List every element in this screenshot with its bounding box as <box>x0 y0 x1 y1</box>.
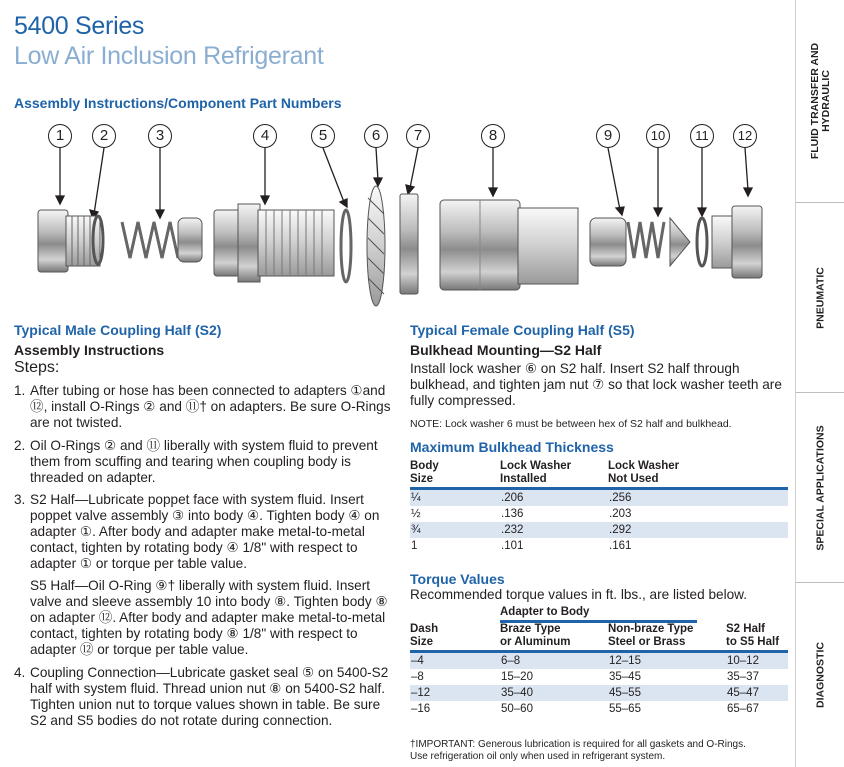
bulkhead-thickness-table <box>410 460 788 554</box>
table-cell: 35–37 <box>727 671 759 683</box>
exploded-parts-diagram <box>10 118 790 318</box>
table-cell: –12 <box>410 685 500 701</box>
tab-fluid-transfer[interactable] <box>796 0 844 203</box>
torque-description: Recommended torque values in ft. lbs., are listed below. <box>410 587 748 602</box>
tab-pneumatic[interactable] <box>796 203 844 393</box>
tab-diagnostic-label: DIAGNOSTIC <box>814 642 826 708</box>
bulkhead-instructions: Install lock washer ⑥ on S2 half. Insert S2 half through bulkhead, and tighten jam nut ⑦ so that lock washer teeth are fully compressed. <box>410 361 782 408</box>
table-cell: .206 <box>500 489 608 507</box>
male-half-subtitle: Assembly Instructions <box>14 342 165 358</box>
bulkhead-table-title: Maximum Bulkhead Thickness <box>410 439 614 455</box>
column-header: Lock Washer Not Used <box>608 460 788 489</box>
step-number: 1. <box>14 383 26 398</box>
female-half-title: Typical Female Coupling Half (S5) <box>410 322 635 338</box>
table-cell: ½ <box>411 508 421 520</box>
table-row <box>410 669 788 685</box>
table-cell: ¼ <box>410 489 500 507</box>
table-cell: .292 <box>608 522 788 538</box>
step-number: 4. <box>14 665 26 680</box>
torque-table-title: Torque Values <box>410 571 505 587</box>
table-cell: 45–55 <box>608 685 726 701</box>
table-cell: .256 <box>608 489 788 507</box>
table-cell: 35–45 <box>609 671 641 683</box>
table-row <box>410 489 788 507</box>
table-cell: 45–47 <box>726 685 788 701</box>
table-row <box>410 522 788 538</box>
callout-4: 4 <box>253 124 277 148</box>
table-cell: 15–20 <box>501 671 533 683</box>
tab-special-applications[interactable] <box>796 393 844 583</box>
callout-12: 12 <box>733 124 757 148</box>
assembly-heading: Assembly Instructions/Component Part Numbers <box>14 95 342 111</box>
footnote-line: Use refrigeration oil only when used in refrigerant system. <box>410 751 666 762</box>
table-cell: 50–60 <box>501 703 533 715</box>
callout-8: 8 <box>481 124 505 148</box>
step-2 <box>14 438 396 486</box>
table-row <box>410 538 788 554</box>
callout-6: 6 <box>364 124 388 148</box>
column-header: Dash Size <box>410 623 500 652</box>
table-cell: .161 <box>609 540 632 552</box>
table-row <box>410 652 788 670</box>
callout-11: 11 <box>690 124 714 148</box>
adapter-to-body-group-header: Adapter to Body <box>500 606 726 623</box>
column-header: Lock Washer Installed <box>500 460 608 489</box>
table-cell: .232 <box>500 522 608 538</box>
table-cell: 6–8 <box>500 652 608 670</box>
step-number: 2. <box>14 438 26 453</box>
step-4 <box>14 665 396 729</box>
section-tabs <box>795 0 844 767</box>
step-1 <box>14 383 396 431</box>
bulkhead-mounting-subtitle: Bulkhead Mounting—S2 Half <box>410 342 602 358</box>
table-cell: .136 <box>501 508 524 520</box>
callout-1: 1 <box>48 124 72 148</box>
table-row <box>410 701 788 717</box>
callout-5: 5 <box>311 124 335 148</box>
table-cell: .101 <box>501 540 524 552</box>
column-header: Non-braze Type Steel or Brass <box>608 623 726 652</box>
callout-7: 7 <box>406 124 430 148</box>
table-row <box>410 685 788 701</box>
column-header: S2 Half to S5 Half <box>726 623 788 652</box>
tab-pneumatic-label: PNEUMATIC <box>814 266 826 329</box>
series-subtitle: Low Air Inclusion Refrigerant <box>14 42 324 70</box>
step-text: S2 Half—Lubricate poppet face with system fluid. Insert poppet valve assembly ③ into body ④. Tighten body ④ on adapter ①. After body and adapter make metal-to-metal contact, tighten by rotating body ④ 1/8" with respect to adapter ① or torque per table value. <box>30 492 380 571</box>
tab-fluid-transfer-label: FLUID TRANSFER AND HYDRAULIC <box>808 42 832 160</box>
table-cell: –8 <box>411 671 424 683</box>
table-cell: 12–15 <box>608 652 726 670</box>
bulkhead-note: NOTE: Lock washer 6 must be between hex of S2 half and bulkhead. <box>410 418 732 430</box>
step-text: Coupling Connection—Lubricate gasket seal ⑤ on 5400-S2 half with system fluid. Thread union nut ⑧ on 5400-S2 half. Tighten union nut to torque values shown in table. Be sure S2 and S5 bodies do not rotate during connection. <box>30 665 389 728</box>
table-cell: –4 <box>410 652 500 670</box>
step-3 <box>14 492 396 572</box>
tab-diagnostic[interactable] <box>796 583 844 767</box>
tab-special-applications-label: SPECIAL APPLICATIONS <box>814 424 826 551</box>
lubrication-footnote <box>410 739 790 763</box>
table-cell: 1 <box>411 540 418 552</box>
table-cell: –16 <box>411 703 431 715</box>
step-text: After tubing or hose has been connected to adapters ①and ⑫, install O-Rings ② and ⑪† on adapters. Be sure O-Rings are not twisted. <box>30 383 391 430</box>
callout-10: 10 <box>646 124 670 148</box>
callout-2: 2 <box>92 124 116 148</box>
step-3-s5 <box>14 578 396 658</box>
table-cell: 10–12 <box>726 652 788 670</box>
series-title: 5400 Series <box>14 12 145 40</box>
column-header: Braze Type or Aluminum <box>500 623 608 652</box>
table-cell: 55–65 <box>609 703 641 715</box>
column-header: Body Size <box>410 460 500 489</box>
table-row <box>410 506 788 522</box>
table-cell: 65–67 <box>727 703 759 715</box>
table-cell: .203 <box>609 508 632 520</box>
steps-label: Steps: <box>14 359 60 376</box>
callout-9: 9 <box>596 124 620 148</box>
male-half-title: Typical Male Coupling Half (S2) <box>14 322 222 338</box>
step-text: S5 Half—Oil O-Ring ⑨† liberally with system fluid. Insert valve and sleeve assembly 10 into body ⑧. Tighten body ⑧ on adapter ⑫. After body and adapter make metal-to-metal contact, tighten by rotating body ⑧ 1/8" with respect to adapter ⑫ or torque per table value. <box>30 578 388 657</box>
callout-3: 3 <box>148 124 172 148</box>
torque-values-table <box>410 606 788 717</box>
table-cell: ¾ <box>410 522 500 538</box>
step-text: Oil O-Rings ② and ⑪ liberally with system fluid to prevent them from scuffing and tearing when coupling body is threaded on adapter. <box>30 438 378 485</box>
footnote-line: †IMPORTANT: Generous lubrication is required for all gaskets and O-Rings. <box>410 739 746 750</box>
parts-illustration <box>10 118 790 318</box>
step-number: 3. <box>14 492 26 507</box>
table-cell: 35–40 <box>500 685 608 701</box>
